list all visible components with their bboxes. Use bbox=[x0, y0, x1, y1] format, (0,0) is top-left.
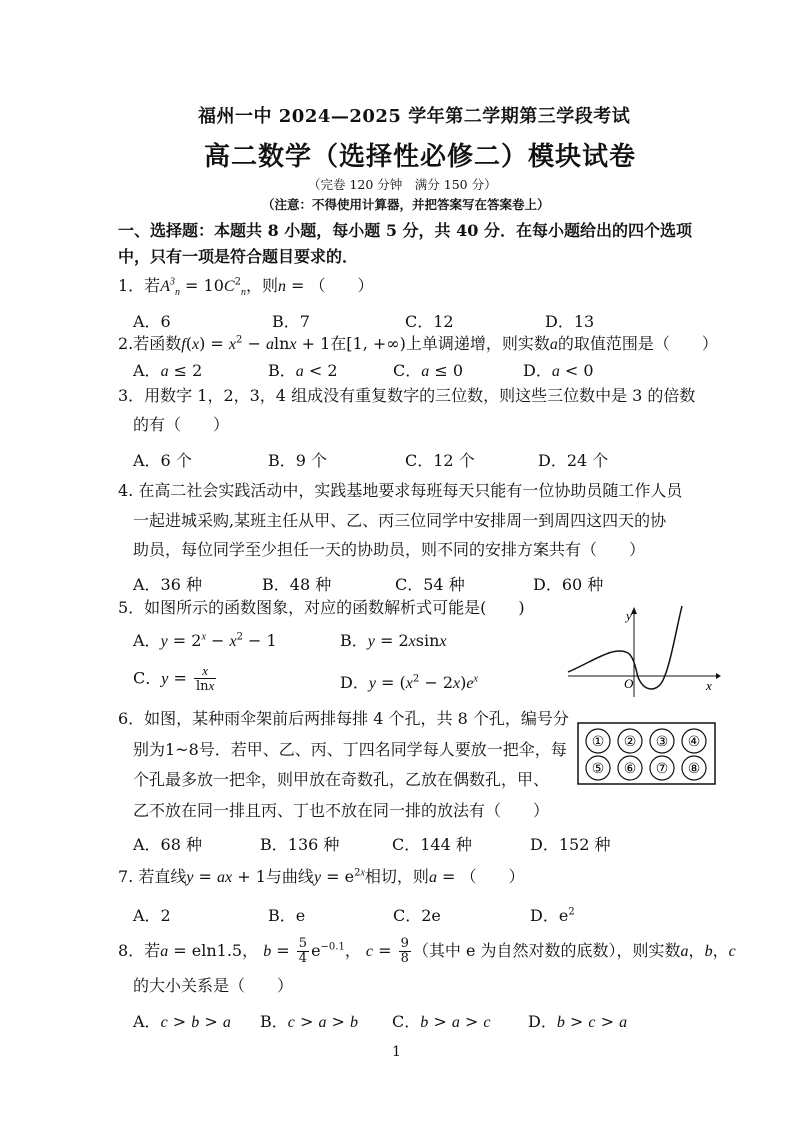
question-3-option-a: A．6 个 bbox=[133, 451, 192, 470]
question-8-line2: 的大小关系是（ ） bbox=[133, 976, 294, 995]
question-6-option-b: B．136 种 bbox=[260, 835, 340, 854]
question-8-option-b: B．c > a > b bbox=[260, 1012, 359, 1031]
question-6-line2: 别为1~8号．若甲、乙、丙、丁四名同学每人要放一把伞，每 bbox=[133, 740, 567, 759]
function-graph bbox=[562, 600, 722, 700]
question-8-stem: 8．若a = eln1.5， b = $\frac{5}{4}$ $e^{-0.1}$， c = $\frac{9}{8}$ （其中 e 为自然对数的底数），则实数a，b，c bbox=[118, 936, 736, 966]
y-axis-arrow bbox=[631, 607, 637, 614]
hole-5-label: ⑤ bbox=[591, 761, 605, 777]
exam-time-score: （完卷 120 分钟 满分 150 分） bbox=[308, 177, 497, 192]
question-6-option-d: D．152 种 bbox=[530, 835, 611, 854]
question-1-option-b: B．7 bbox=[272, 312, 310, 331]
question-6-line1: 6．如图，某种雨伞架前后两排每排 4 个孔，共 8 个孔，编号分 bbox=[118, 709, 569, 728]
question-2-option-d: D．a < 0 bbox=[523, 361, 594, 380]
question-7-option-a: A．2 bbox=[133, 906, 171, 925]
question-6-line4: 乙不放在同一排且丙、丁也不放在同一排的放法有（ ） bbox=[133, 801, 550, 820]
exam-title: 高二数学（选择性必修二）模块试卷 bbox=[204, 142, 637, 172]
section-intro-line1: 一、选择题：本题共 8 小题，每小题 5 分，共 40 分．在每小题给出的四个选项 bbox=[118, 221, 692, 240]
question-3-option-c: C．12 个 bbox=[405, 451, 475, 470]
hole-3-label: ③ bbox=[655, 734, 669, 750]
question-5-option-a: A．$y = 2^x - x^2 - 1$ bbox=[133, 631, 277, 650]
exam-notice: （注意：不得使用计算器，并把答案写在答案卷上） bbox=[262, 197, 550, 212]
question-3-line2: 的有（ ） bbox=[133, 415, 230, 434]
question-4-line2: 一起进城采购,某班主任从甲、乙、丙三位同学中安排周一到周四这四天的协 bbox=[133, 511, 667, 530]
question-2-option-b: B．a < 2 bbox=[268, 361, 338, 380]
hole-1-label: ① bbox=[591, 734, 605, 750]
graph-label-origin: O bbox=[624, 676, 634, 691]
question-2-option-a: A．a ≤ 2 bbox=[133, 361, 203, 380]
question-3-option-d: D．24 个 bbox=[538, 451, 609, 470]
hole-7-label: ⑦ bbox=[655, 761, 669, 777]
question-4-line1: 4. 在高二社会实践活动中，实践基地要求每班每天只能有一位协助员随工作人员 bbox=[118, 481, 683, 500]
question-5-line1: 5．如图所示的函数图象，对应的函数解析式可能是( ) bbox=[118, 598, 525, 617]
hole-4-label: ④ bbox=[687, 734, 701, 750]
exam-school-title: 福州一中 2024—2025 学年第二学期第三学段考试 bbox=[198, 106, 631, 127]
question-4-option-a: A．36 种 bbox=[133, 575, 203, 594]
question-6-option-a: A．68 种 bbox=[133, 835, 203, 854]
question-6-line3: 个孔最多放一把伞，则甲放在奇数孔，乙放在偶数孔，甲、 bbox=[133, 770, 550, 789]
question-7-option-b: B．e bbox=[268, 906, 306, 925]
question-5-option-d: D．$y = (x^2 - 2x)e^x$ bbox=[340, 673, 478, 692]
question-7-option-d: D．$e^2$ bbox=[530, 906, 575, 925]
umbrella-rack-figure bbox=[577, 722, 717, 786]
question-1-option-d: D．13 bbox=[545, 312, 595, 331]
hole-2-label: ② bbox=[623, 734, 637, 750]
section-intro-line2: 中，只有一项是符合题目要求的． bbox=[118, 247, 359, 266]
question-8-option-d: D．b > c > a bbox=[528, 1012, 628, 1031]
graph-label-y: y bbox=[626, 608, 632, 623]
question-8-option-a: A．c > b > a bbox=[133, 1012, 231, 1031]
question-5-option-c: C．y = $\frac{x}{\ln x}$ bbox=[133, 663, 215, 694]
hole-8-label: ⑧ bbox=[687, 761, 701, 777]
question-5-option-b: B．y = 2xsinx bbox=[340, 631, 447, 650]
question-4-option-b: B．48 种 bbox=[262, 575, 332, 594]
question-4-option-c: C．54 种 bbox=[395, 575, 465, 594]
hole-6-label: ⑥ bbox=[623, 761, 637, 777]
question-1-option-c: C．12 bbox=[405, 312, 454, 331]
question-1-option-a: A．6 bbox=[133, 312, 171, 331]
question-1-stem: 1．若$A^3_n = 10C^2_n$，则n = （ ） bbox=[118, 276, 374, 299]
question-8-option-c: C．b > a > c bbox=[392, 1012, 491, 1031]
question-4-line3: 助员，每位同学至少担任一天的协助员，则不同的安排方案共有（ ） bbox=[133, 540, 646, 559]
question-3-option-b: B．9 个 bbox=[268, 451, 328, 470]
page-number: 1 bbox=[392, 1044, 401, 1060]
x-axis-arrow bbox=[716, 673, 721, 679]
question-6-option-c: C．144 种 bbox=[392, 835, 472, 854]
question-4-option-d: D．60 种 bbox=[533, 575, 604, 594]
question-7-stem: 7. 若直线y = ax + 1与曲线$y = e^{2x}$相切，则a = （ ） bbox=[118, 867, 525, 886]
question-7-option-c: C．2e bbox=[393, 906, 441, 925]
question-3-line1: 3．用数字 1，2，3，4 组成没有重复数字的三位数，则这些三位数中是 3 的倍数 bbox=[118, 386, 696, 405]
question-2-option-c: C．a ≤ 0 bbox=[393, 361, 464, 380]
question-2-stem: 2.若函数$f(x) = x^2 - alnx + 1$在[1, +∞)上单调递增，则实数a的取值范围是（ ） bbox=[118, 334, 718, 353]
graph-label-x: x bbox=[706, 678, 712, 693]
